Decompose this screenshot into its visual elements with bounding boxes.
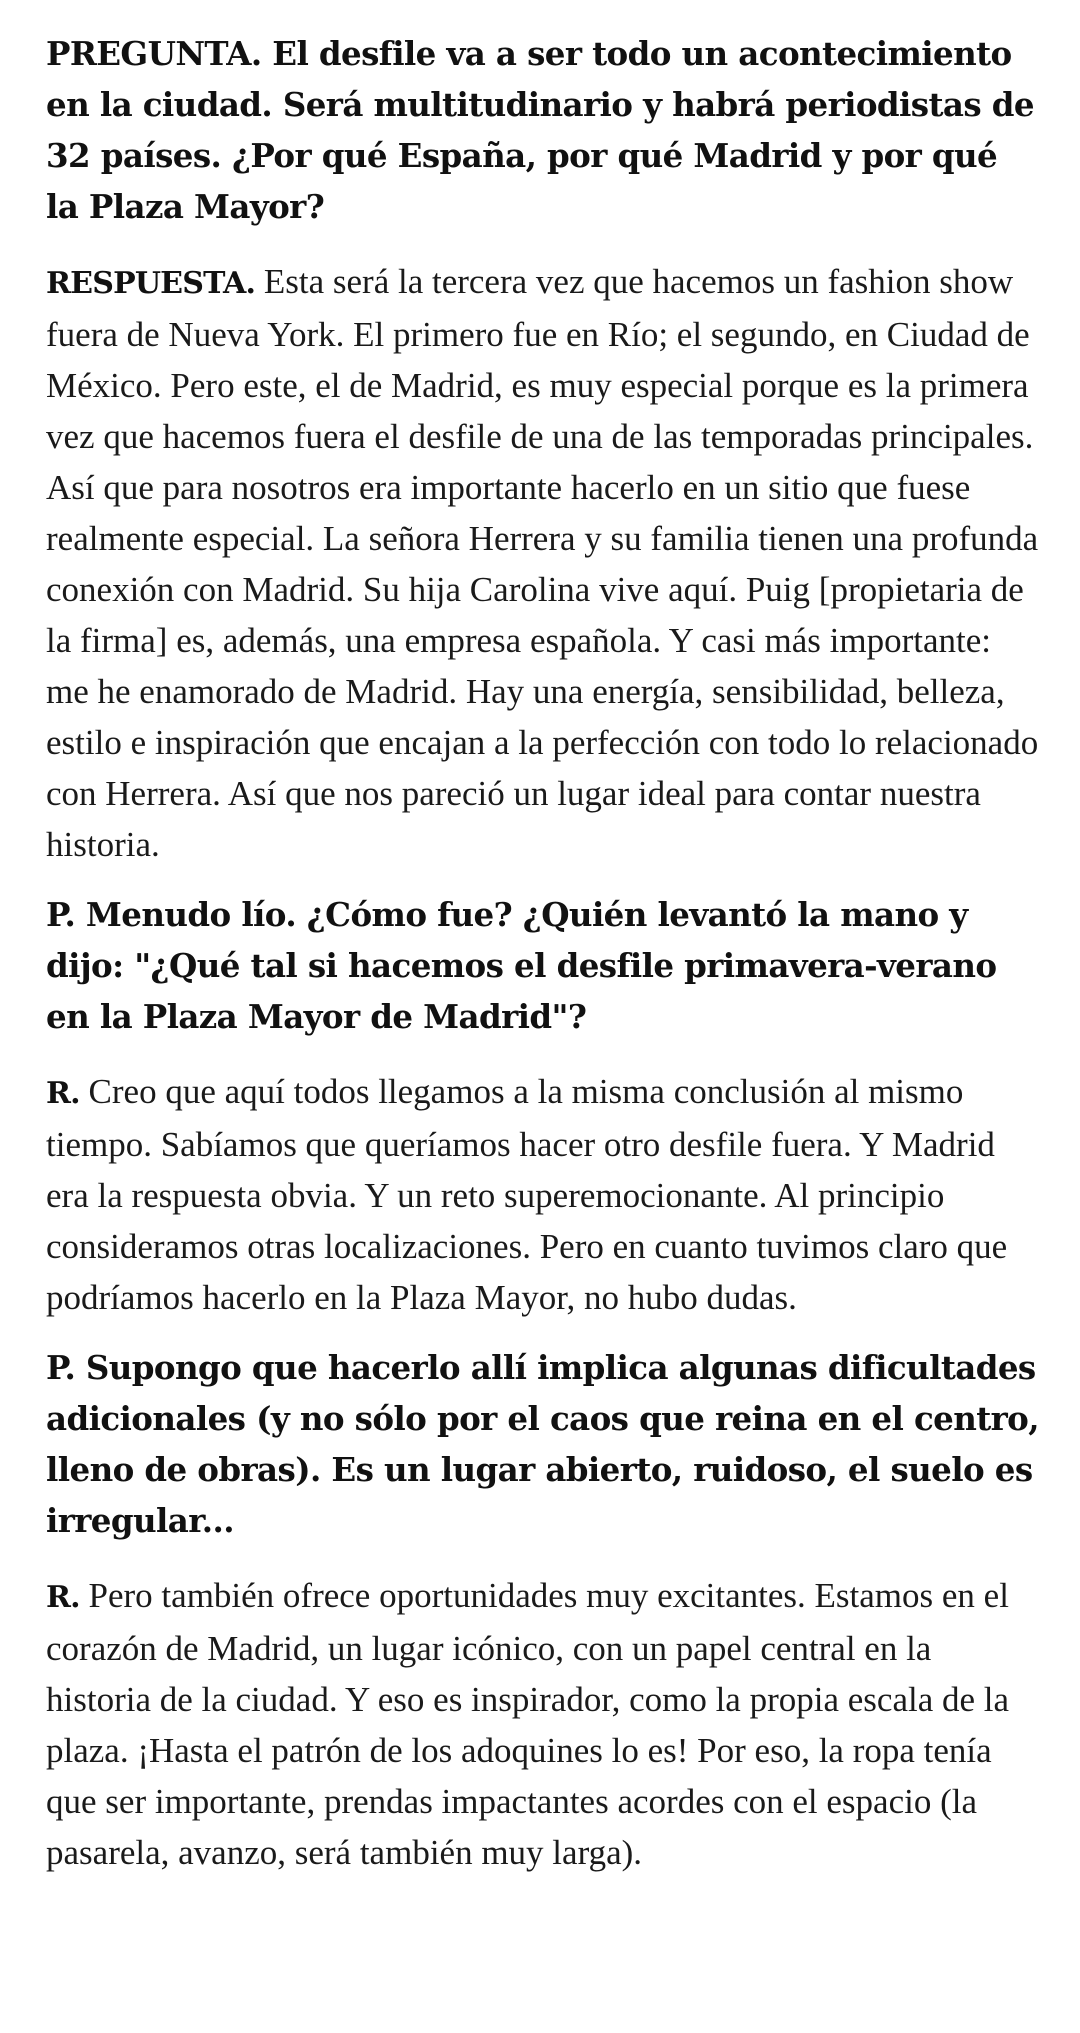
answer-lead: RESPUESTA. (46, 266, 256, 301)
interview-question: PREGUNTA. El desfile va a ser todo un acontecimiento en la ciudad. Será multitudinario y habrá periodistas de 32 países. ¿Por qué España, por qué Madrid y por qué la Plaza Mayor? (46, 34, 1034, 226)
interview-question: P. Supongo que hacerlo allí implica algunas dificultades adicionales (y no sólo por el caos que reina en el centro, lleno de obras). Es un lugar abierto, ruidoso, el suelo es irregular... (46, 1348, 1039, 1540)
answer-text: Pero también ofrece oportunidades muy excitantes. Estamos en el corazón de Madrid, un lugar icónico, con un papel central en la historia de la ciudad. Y eso es inspirador, como la propia escala de la plaza. ¡Hasta el patrón de los adoquines lo es! Por eso, la ropa tenía que ser importante, prendas impactantes acordes con el espacio (la pasarela, avanzo, será también muy larga). (46, 1576, 1010, 1872)
answer-lead: R. (46, 1580, 80, 1615)
interview-answer (46, 256, 1040, 870)
answer-lead: R. (46, 1076, 80, 1111)
answer-text: Creo que aquí todos llegamos a la misma conclusión al mismo tiempo. Sabíamos que queríamos hacer otro desfile fuera. Y Madrid era la respuesta obvia. Y un reto superemocionante. Al principio consideramos otras localizaciones. Pero en cuanto tuvimos claro que podríamos hacerlo en la Plaza Mayor, no hubo dudas. (46, 1072, 1008, 1317)
interview-answer (46, 1066, 1040, 1323)
interview-answer (46, 1570, 1040, 1878)
answer-text: Esta será la tercera vez que hacemos un fashion show fuera de Nueva York. El primero fue en Río; el segundo, en Ciudad de México. Pero este, el de Madrid, es muy especial porque es la primera vez que hacemos fuera el desfile de una de las temporadas principales. Así que para nosotros era importante hacerlo en un sitio que fuese realmente especial. La señora Herrera y su familia tienen una profunda conexión con Madrid. Su hija Carolina vive aquí. Puig [propietaria de la firma] es, además, una empresa española. Y casi más importante: me he enamorado de Madrid. Hay una energía, sensibilidad, belleza, estilo e inspiración que encajan a la perfección con todo lo relacionado con Herrera. Así que nos pareció un lugar ideal para contar nuestra historia. (46, 262, 1039, 864)
interview-question: P. Menudo lío. ¿Cómo fue? ¿Quién levantó la mano y dijo: "¿Qué tal si hacemos el desfile primavera-verano en la Plaza Mayor de Madrid"? (46, 895, 997, 1036)
